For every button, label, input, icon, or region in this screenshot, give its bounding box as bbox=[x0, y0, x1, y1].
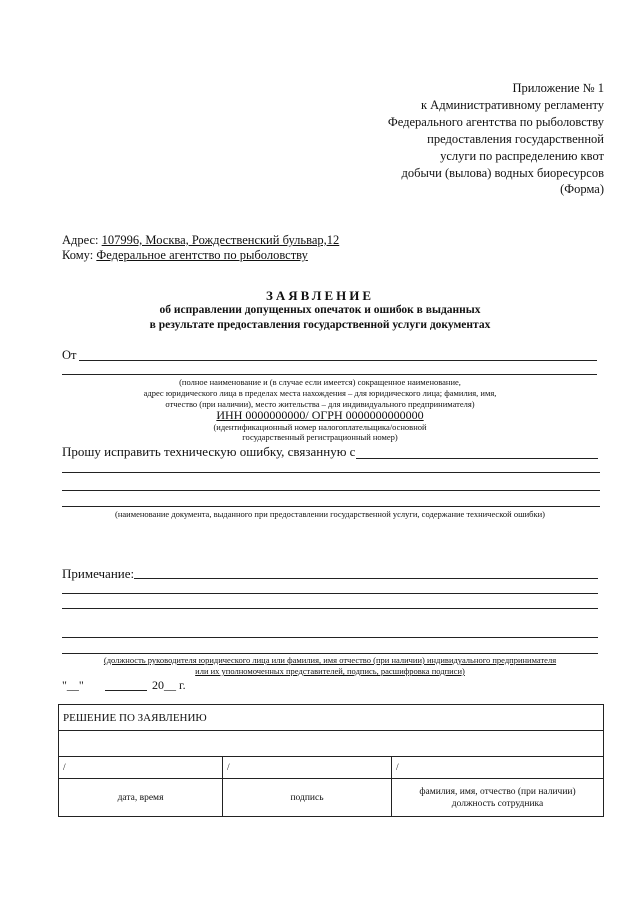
signature-hint-2: или их уполномоченных представителей, подпись, расшифровка подписи) bbox=[195, 666, 465, 676]
note-field-4[interactable] bbox=[62, 637, 598, 638]
request-field-3[interactable] bbox=[62, 490, 600, 491]
header-line: к Административному регламенту bbox=[420, 98, 604, 112]
recipient-label: Кому: bbox=[62, 248, 94, 262]
from-hint-1: (полное наименование и (в случае если имеется) сокращенное наименование, bbox=[179, 377, 461, 387]
note-field-2[interactable] bbox=[62, 593, 598, 594]
signature-field[interactable] bbox=[62, 653, 598, 654]
request-hint: (наименование документа, выданного при предоставлении государственной услуги, содержание технической ошибки) bbox=[115, 509, 545, 519]
inn-ogrn-value: ИНН 0000000000/ ОГРН 0000000000000 bbox=[216, 408, 424, 422]
decision-table bbox=[58, 704, 604, 817]
date-year-field[interactable]: 20__ г. bbox=[152, 678, 186, 692]
decision-date-cell[interactable]: / bbox=[59, 757, 223, 779]
document-subtitle-2: в результате предоставления государственной услуги документах bbox=[149, 319, 491, 331]
document-title: ЗАЯВЛЕНИЕ bbox=[265, 288, 375, 303]
address-label: Адрес: bbox=[62, 233, 99, 247]
from-hint-3: отчество (при наличии), место жительства – для индивидуального предпринимателя) bbox=[165, 399, 475, 409]
request-label: Прошу исправить техническую ошибку, связанную с bbox=[62, 444, 356, 459]
request-field-4[interactable] bbox=[62, 506, 600, 507]
inn-hint-2: государственный регистрационный номер) bbox=[242, 432, 398, 442]
decision-name-cell[interactable]: / bbox=[392, 757, 604, 779]
recipient-line bbox=[62, 248, 308, 263]
from-label: От bbox=[62, 348, 77, 362]
note-label: Примечание: bbox=[62, 566, 135, 581]
note-field-3[interactable] bbox=[62, 608, 598, 609]
from-field-2[interactable] bbox=[62, 374, 597, 375]
from-hint-2: адрес юридического лица в пределах места нахождения – для юридического лица; фамилия, имя, bbox=[143, 388, 497, 398]
decision-signature-label: подпись bbox=[223, 779, 392, 817]
form-label: (Форма) bbox=[560, 182, 604, 196]
decision-content-cell[interactable] bbox=[59, 731, 604, 757]
request-field[interactable] bbox=[356, 458, 598, 459]
decision-signature-cell[interactable]: / bbox=[223, 757, 392, 779]
date-day-field[interactable]: "__" bbox=[62, 678, 84, 692]
appendix-header bbox=[388, 80, 604, 182]
request-field-2[interactable] bbox=[62, 472, 600, 473]
decision-name-label-1: фамилия, имя, отчество (при наличии) bbox=[419, 786, 576, 797]
decision-title: РЕШЕНИЕ ПО ЗАЯВЛЕНИЮ bbox=[59, 705, 604, 731]
decision-name-label bbox=[392, 779, 604, 817]
header-line: услуги по распределению квот bbox=[440, 149, 604, 163]
signature-hint-1: (должность руководителя юридического лица или фамилия, имя отчество (при наличии) индивидуального предпринимателя bbox=[103, 655, 557, 665]
from-field[interactable] bbox=[79, 360, 597, 361]
decision-date-label: дата, время bbox=[59, 779, 223, 817]
recipient-value: Федеральное агентство по рыболовству bbox=[96, 248, 308, 262]
header-line: Приложение № 1 bbox=[512, 81, 604, 95]
note-field[interactable] bbox=[134, 578, 598, 579]
address-value: 107996, Москва, Рождественский бульвар,12 bbox=[101, 233, 340, 247]
header-line: предоставления государственной bbox=[427, 132, 604, 146]
document-subtitle-1: об исправлении допущенных опечаток и ошибок в выданных bbox=[159, 304, 481, 316]
decision-name-label-2: должность сотрудника bbox=[451, 798, 544, 809]
inn-hint-1: (идентификационный номер налогоплательщика/основной bbox=[213, 422, 427, 432]
header-line: добычи (вылова) водных биоресурсов bbox=[401, 166, 604, 180]
date-month-field[interactable] bbox=[105, 690, 147, 691]
address-line bbox=[62, 233, 339, 248]
header-line: Федерального агентства по рыболовству bbox=[387, 115, 604, 129]
